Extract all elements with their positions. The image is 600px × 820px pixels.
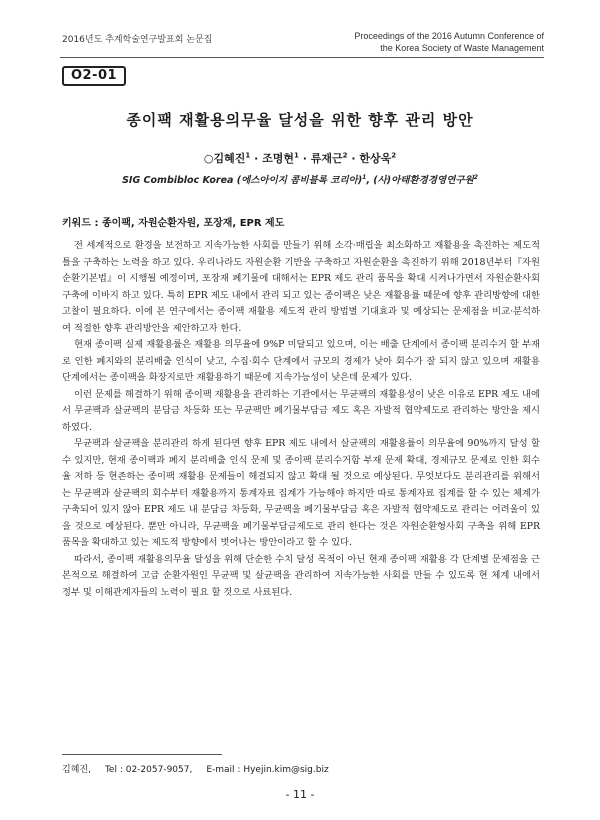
- author-separator: ·: [347, 152, 360, 165]
- page-number: - 11 -: [285, 788, 315, 801]
- footnote-name: 김혜진,: [62, 765, 91, 775]
- running-header-left: 2016년도 추계학술연구발표회 논문집: [62, 35, 213, 45]
- body-paragraph: 따라서, 종이팩 재활용의무율 달성을 위해 단순한 수치 달성 목적이 아닌 현재 종이팩 재활용 각 단계별 문제점을 근본적으로 해결하여 고급 순환자원인 무균팩 및 살균팩을 관리하여 지속가능한 사회를 만들 수 있도록 현 체계 내에서 정부 및 이해관계자들의 노력이 필요 할 것으로 사료된다.: [62, 553, 540, 598]
- author-separator: ·: [250, 152, 263, 165]
- author-name: 조명현: [262, 152, 294, 165]
- body-paragraph: 현재 종이팩 실제 재활용률은 재활용 의무율에 9%P 미달되고 있으며, 이는 배출 단계에서 종이팩 분리수거 할 부재로 인한 폐지와의 분리배출 인식이 낮고, 수집·회수 단계에서 규모의 경제가 낮아 회수가 잘 되지 않고 있으며 재활용 단계에서는 종이팩을 화장지로만 재활용하기 때문에 지속가능성이 낮은데 문제가 있다.: [62, 339, 540, 383]
- author-separator: ·: [298, 152, 311, 165]
- author-list: [56, 150, 544, 166]
- running-header-right: [354, 30, 544, 54]
- affiliation: (사)아태환경경영연구원: [373, 175, 474, 186]
- running-header-right-line2: the Korea Society of Waste Management: [380, 43, 544, 53]
- affiliation: SIG Combibloc Korea (에스아이지 콤비블록 코리아): [122, 175, 363, 186]
- affiliation-separator: ,: [366, 175, 374, 186]
- body-paragraph: 무균팩과 살균팩을 분리관리 하게 된다면 향후 EPR 제도 내에서 살균팩의 재활용률이 의무율에 90%까지 달성 할 수 있지만, 현재 종이팩과 폐지 분리배출 인식 문제 및 종이팩 분리수거함 부재 문제 확대, 경제규모 문제로 인한 회수율 저하 등 현존하는 종이팩 재활용 문제들이 해결되지 않고 확대 될 것으로 예상된다. 무엇보다도 분리관리를 위해서는 무균팩과 살균팩의 회수부터 재활용까지 통계자료 집계가 가능해야 하지만 따로 통계자료 집계를 할 수 있는 체계가 구축되어 있지 않아 EPR 제도 내 분담금 차등화, 무균팩을 폐기물부담금 혹은 자발적 협약제도로 관리는 어려울이 있을 것으로 예상된다. 뿐만 아니라, 무균팩을 폐기물부담금제도로 관리 한다는 것은 자원순환형사회 구축을 위해 EPR 품목을 확대하고 있는 제도적 방향에서 벗어나는 방안이라고 할 수 있다.: [62, 438, 540, 548]
- footnote-divider: [62, 754, 222, 755]
- header-divider: [60, 57, 544, 58]
- abstract-body: [62, 238, 540, 601]
- body-paragraph: 이런 문제를 해결하기 위해 종이팩 재활용을 관리하는 기관에서는 무균팩의 재활용성이 낮은 이유로 EPR 제도 내에서 무균팩과 살균팩의 분담금 차등화 또는 무균팩만 폐기물부담금 제도 혹은 자발적 협약제도로 관리하는 방안을 제시하였다.: [62, 388, 540, 433]
- author-affiliation-mark: 2: [391, 151, 397, 160]
- session-code-badge: O2-01: [62, 66, 126, 86]
- affiliation-mark: 2: [473, 173, 478, 181]
- author-name: 류재근: [310, 152, 343, 165]
- author-name: ○김혜진: [203, 152, 246, 165]
- paper-title: 종이팩 재활용의무율 달성을 위한 향후 관리 방안: [126, 111, 474, 129]
- body-paragraph: 전 세계적으로 환경을 보전하고 지속가능한 사회를 만들기 위해 소각·매립을 최소화하고 재활용을 촉진하는 제도적 틀을 구축하는 노력을 하고 있다. 우리나라도 자원순환 기반을 구축하고 자원순환을 촉진하기 위해 2018년부터『자원순환기본법』이 시행될 예정이며, 포장재 폐기물에 대해서는 EPR 제도 관리 품목을 확대 시켜나가면서 자원순환사회구축에 이바지 하고 있다. 특히 EPR 제도 내에서 관리 되고 있는 종이팩은 낮은 재활용률 때문에 향후 관리방향에 대한 고찰이 필요하다. 이에 본 연구에서는 종이팩 재활용 제도적 관리 방법별 기대효과 및 예상되는 문제점을 비교·분석하여 적절한 향후 관리방안을 제안하고자 한다.: [62, 240, 540, 334]
- author-name: 한상욱: [359, 152, 392, 165]
- running-header-right-line1: Proceedings of the 2016 Autumn Conference of: [354, 31, 544, 41]
- keywords: 키워드 : 종이팩, 자원순환자원, 포장재, EPR 제도: [62, 218, 285, 229]
- footnote-email: E-mail : Hyejin.kim@sig.biz: [206, 765, 329, 775]
- author-affiliation-mark: 2: [342, 151, 348, 160]
- footnote-phone: Tel : 02-2057-9057,: [104, 765, 193, 775]
- affiliation-mark: 1: [362, 173, 367, 181]
- author-affiliation-mark: 1: [294, 151, 299, 160]
- author-affiliation-mark: 1: [245, 151, 251, 160]
- affiliation-line: [56, 172, 544, 186]
- corresponding-author-footnote: [62, 762, 343, 775]
